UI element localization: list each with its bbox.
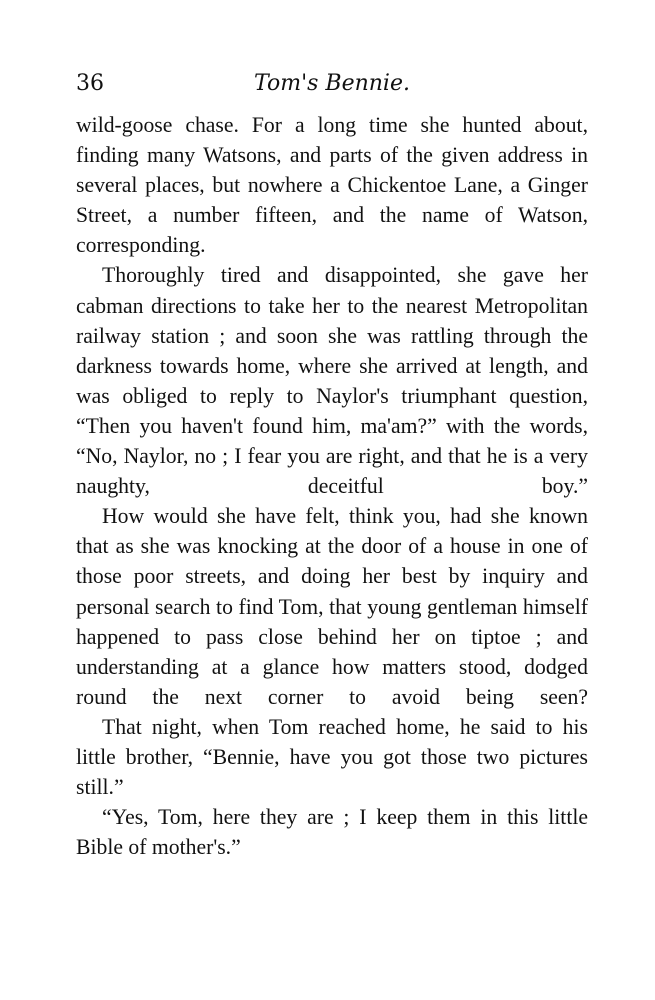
body-text bbox=[76, 110, 588, 862]
page-number: 36 bbox=[76, 71, 104, 96]
paragraph-yes-tom: “Yes, Tom, here they are ; I keep them in this little Bible of mother's.” bbox=[76, 805, 588, 860]
paragraph-how-would-she: How would she have felt, think you, had she known that as she was knocking at the door of a house in one of those poor streets, and doing her best by inquiry and personal search to find Tom, that young gentleman himself happened to pass close behind her on tiptoe ; and understanding at a glance how matters stood, dodged round the next corner to avoid being seen? bbox=[76, 504, 588, 709]
paragraph-continuation: wild-goose chase. For a long time she hunted about, finding many Watsons, and parts of the given address in several places, but nowhere a Chickentoe Lane, a Ginger Street, a number fifteen, and the name of Watson, corresponding. bbox=[76, 113, 588, 258]
paragraph-tired: Thoroughly tired and disappointed, she gave her cabman directions to take her to the nearest Metropolitan railway station ; and soon she was rattling through the darkness towards home, where she arrived at length, and was obliged to reply to Naylor's triumphant question, “Then you haven't found him, ma'am?” with the words, “No, Naylor, no ; I fear you are right, and that he is a very naughty, deceitful boy.” bbox=[76, 263, 588, 499]
book-page bbox=[76, 58, 588, 862]
paragraph-that-night: That night, when Tom reached home, he said to his little brother, “Bennie, have you got those two pictures still.” bbox=[76, 714, 588, 800]
running-head bbox=[76, 58, 588, 110]
running-title: Tom's Bennie. bbox=[254, 71, 410, 96]
